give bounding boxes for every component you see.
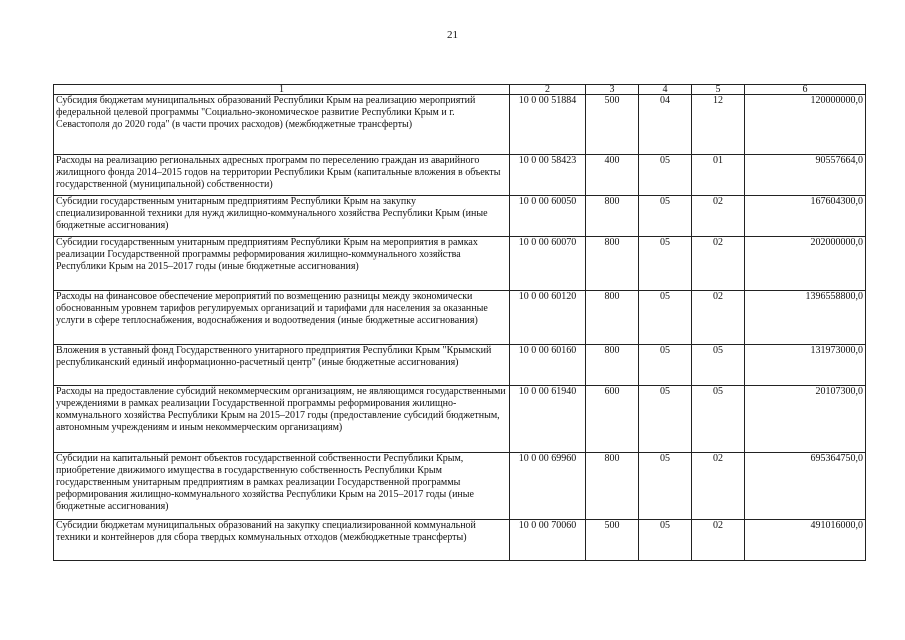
table-row xyxy=(54,291,866,345)
row-code: 10 0 00 60160 xyxy=(510,345,586,386)
row-code: 10 0 00 70060 xyxy=(510,520,586,561)
row-code: 10 0 00 60120 xyxy=(510,291,586,345)
table-row xyxy=(54,95,866,155)
row-col3: 800 xyxy=(586,291,639,345)
row-col5: 02 xyxy=(692,453,745,520)
row-col4: 05 xyxy=(639,155,692,196)
row-col3: 800 xyxy=(586,196,639,237)
row-col3: 800 xyxy=(586,345,639,386)
column-header: 5 xyxy=(692,85,745,95)
row-code: 10 0 00 69960 xyxy=(510,453,586,520)
row-col3: 500 xyxy=(586,520,639,561)
column-numbers-row xyxy=(54,85,866,95)
row-description: Расходы на финансовое обеспечение мероприятий по возмещению разницы между экономически обоснованным уровнем тарифов регулируемых организаций и тарифами для населения за оказанные услуги в сфере теплоснабжения, водоснабжения и водоотведения (иные бюджетные ассигнования) xyxy=(54,291,510,345)
row-description: Субсидии бюджетам муниципальных образований на закупку специализированной коммунальной техники и контейнеров для сбора твердых коммунальных отходов (межбюджетные трансферты) xyxy=(54,520,510,561)
row-col5: 02 xyxy=(692,291,745,345)
page-number: 21 xyxy=(447,29,458,41)
row-col3: 800 xyxy=(586,453,639,520)
column-header: 6 xyxy=(745,85,866,95)
column-header: 1 xyxy=(54,85,510,95)
row-col3: 400 xyxy=(586,155,639,196)
row-col4: 04 xyxy=(639,95,692,155)
row-amount: 491016000,0 xyxy=(745,520,866,561)
row-code: 10 0 00 60050 xyxy=(510,196,586,237)
row-amount: 167604300,0 xyxy=(745,196,866,237)
row-amount: 202000000,0 xyxy=(745,237,866,291)
row-col5: 02 xyxy=(692,196,745,237)
table-row xyxy=(54,520,866,561)
row-col4: 05 xyxy=(639,291,692,345)
table-row xyxy=(54,345,866,386)
row-col4: 05 xyxy=(639,237,692,291)
row-col4: 05 xyxy=(639,453,692,520)
row-col3: 500 xyxy=(586,95,639,155)
row-col5: 01 xyxy=(692,155,745,196)
row-amount: 695364750,0 xyxy=(745,453,866,520)
budget-table xyxy=(53,84,866,561)
row-col3: 800 xyxy=(586,237,639,291)
row-description: Расходы на предоставление субсидий некоммерческим организациям, не являющимся государственными учреждениями в рамках реализации Государственной программы реформирования жилищно-коммунального хозяйства Республики Крым на 2015–2017 годы (предоставление субсидий бюджетным, автономным учреждениям и иным некоммерческим организациям) xyxy=(54,386,510,453)
row-description: Субсидия бюджетам муниципальных образований Республики Крым на реализацию мероприятий федеральной целевой программы "Социально-экономическое развитие Республики Крым и г. Севастополя до 2020 года" (в части прочих расходов) (межбюджетные трансферты) xyxy=(54,95,510,155)
row-col5: 12 xyxy=(692,95,745,155)
row-col4: 05 xyxy=(639,345,692,386)
row-col5: 05 xyxy=(692,345,745,386)
column-header: 2 xyxy=(510,85,586,95)
row-description: Вложения в уставный фонд Государственного унитарного предприятия Республики Крым "Крымский республиканский единый информационно-расчетный центр" (иные бюджетные ассигнования) xyxy=(54,345,510,386)
row-code: 10 0 00 61940 xyxy=(510,386,586,453)
row-amount: 20107300,0 xyxy=(745,386,866,453)
table-row xyxy=(54,237,866,291)
row-code: 10 0 00 58423 xyxy=(510,155,586,196)
column-header: 3 xyxy=(586,85,639,95)
row-col4: 05 xyxy=(639,520,692,561)
row-code: 10 0 00 51884 xyxy=(510,95,586,155)
row-description: Субсидии государственным унитарным предприятиям Республики Крым на мероприятия в рамках реализации Государственной программы реформирования жилищно-коммунального хозяйства Республики Крым на 2015–2017 годы (иные бюджетные ассигнования) xyxy=(54,237,510,291)
row-code: 10 0 00 60070 xyxy=(510,237,586,291)
row-amount: 1396558800,0 xyxy=(745,291,866,345)
row-description: Расходы на реализацию региональных адресных программ по переселению граждан из аварийного жилищного фонда 2014–2015 годов на территории Республики Крым (капитальные вложения в объекты государственной (муниципальной) собственности) xyxy=(54,155,510,196)
row-col3: 600 xyxy=(586,386,639,453)
row-description: Субсидии на капитальный ремонт объектов государственной собственности Республики Крым, приобретение движимого имущества в государственную собственность Республики Крым государственным унитарным предприятиям в рамках реализации Государственной программы реформирования жилищно-коммунального хозяйства Республики Крым на 2015–2017 годы (иные бюджетные ассигнования) xyxy=(54,453,510,520)
row-col5: 05 xyxy=(692,386,745,453)
row-col4: 05 xyxy=(639,196,692,237)
row-amount: 120000000,0 xyxy=(745,95,866,155)
table-row xyxy=(54,196,866,237)
table-row xyxy=(54,453,866,520)
row-col5: 02 xyxy=(692,520,745,561)
row-amount: 90557664,0 xyxy=(745,155,866,196)
row-col4: 05 xyxy=(639,386,692,453)
row-description: Субсидии государственным унитарным предприятиям Республики Крым на закупку специализированной техники для нужд жилищно-коммунального хозяйства Республики Крым (иные бюджетные ассигнования) xyxy=(54,196,510,237)
row-col5: 02 xyxy=(692,237,745,291)
table-row xyxy=(54,155,866,196)
column-header: 4 xyxy=(639,85,692,95)
row-amount: 131973000,0 xyxy=(745,345,866,386)
table-row xyxy=(54,386,866,453)
